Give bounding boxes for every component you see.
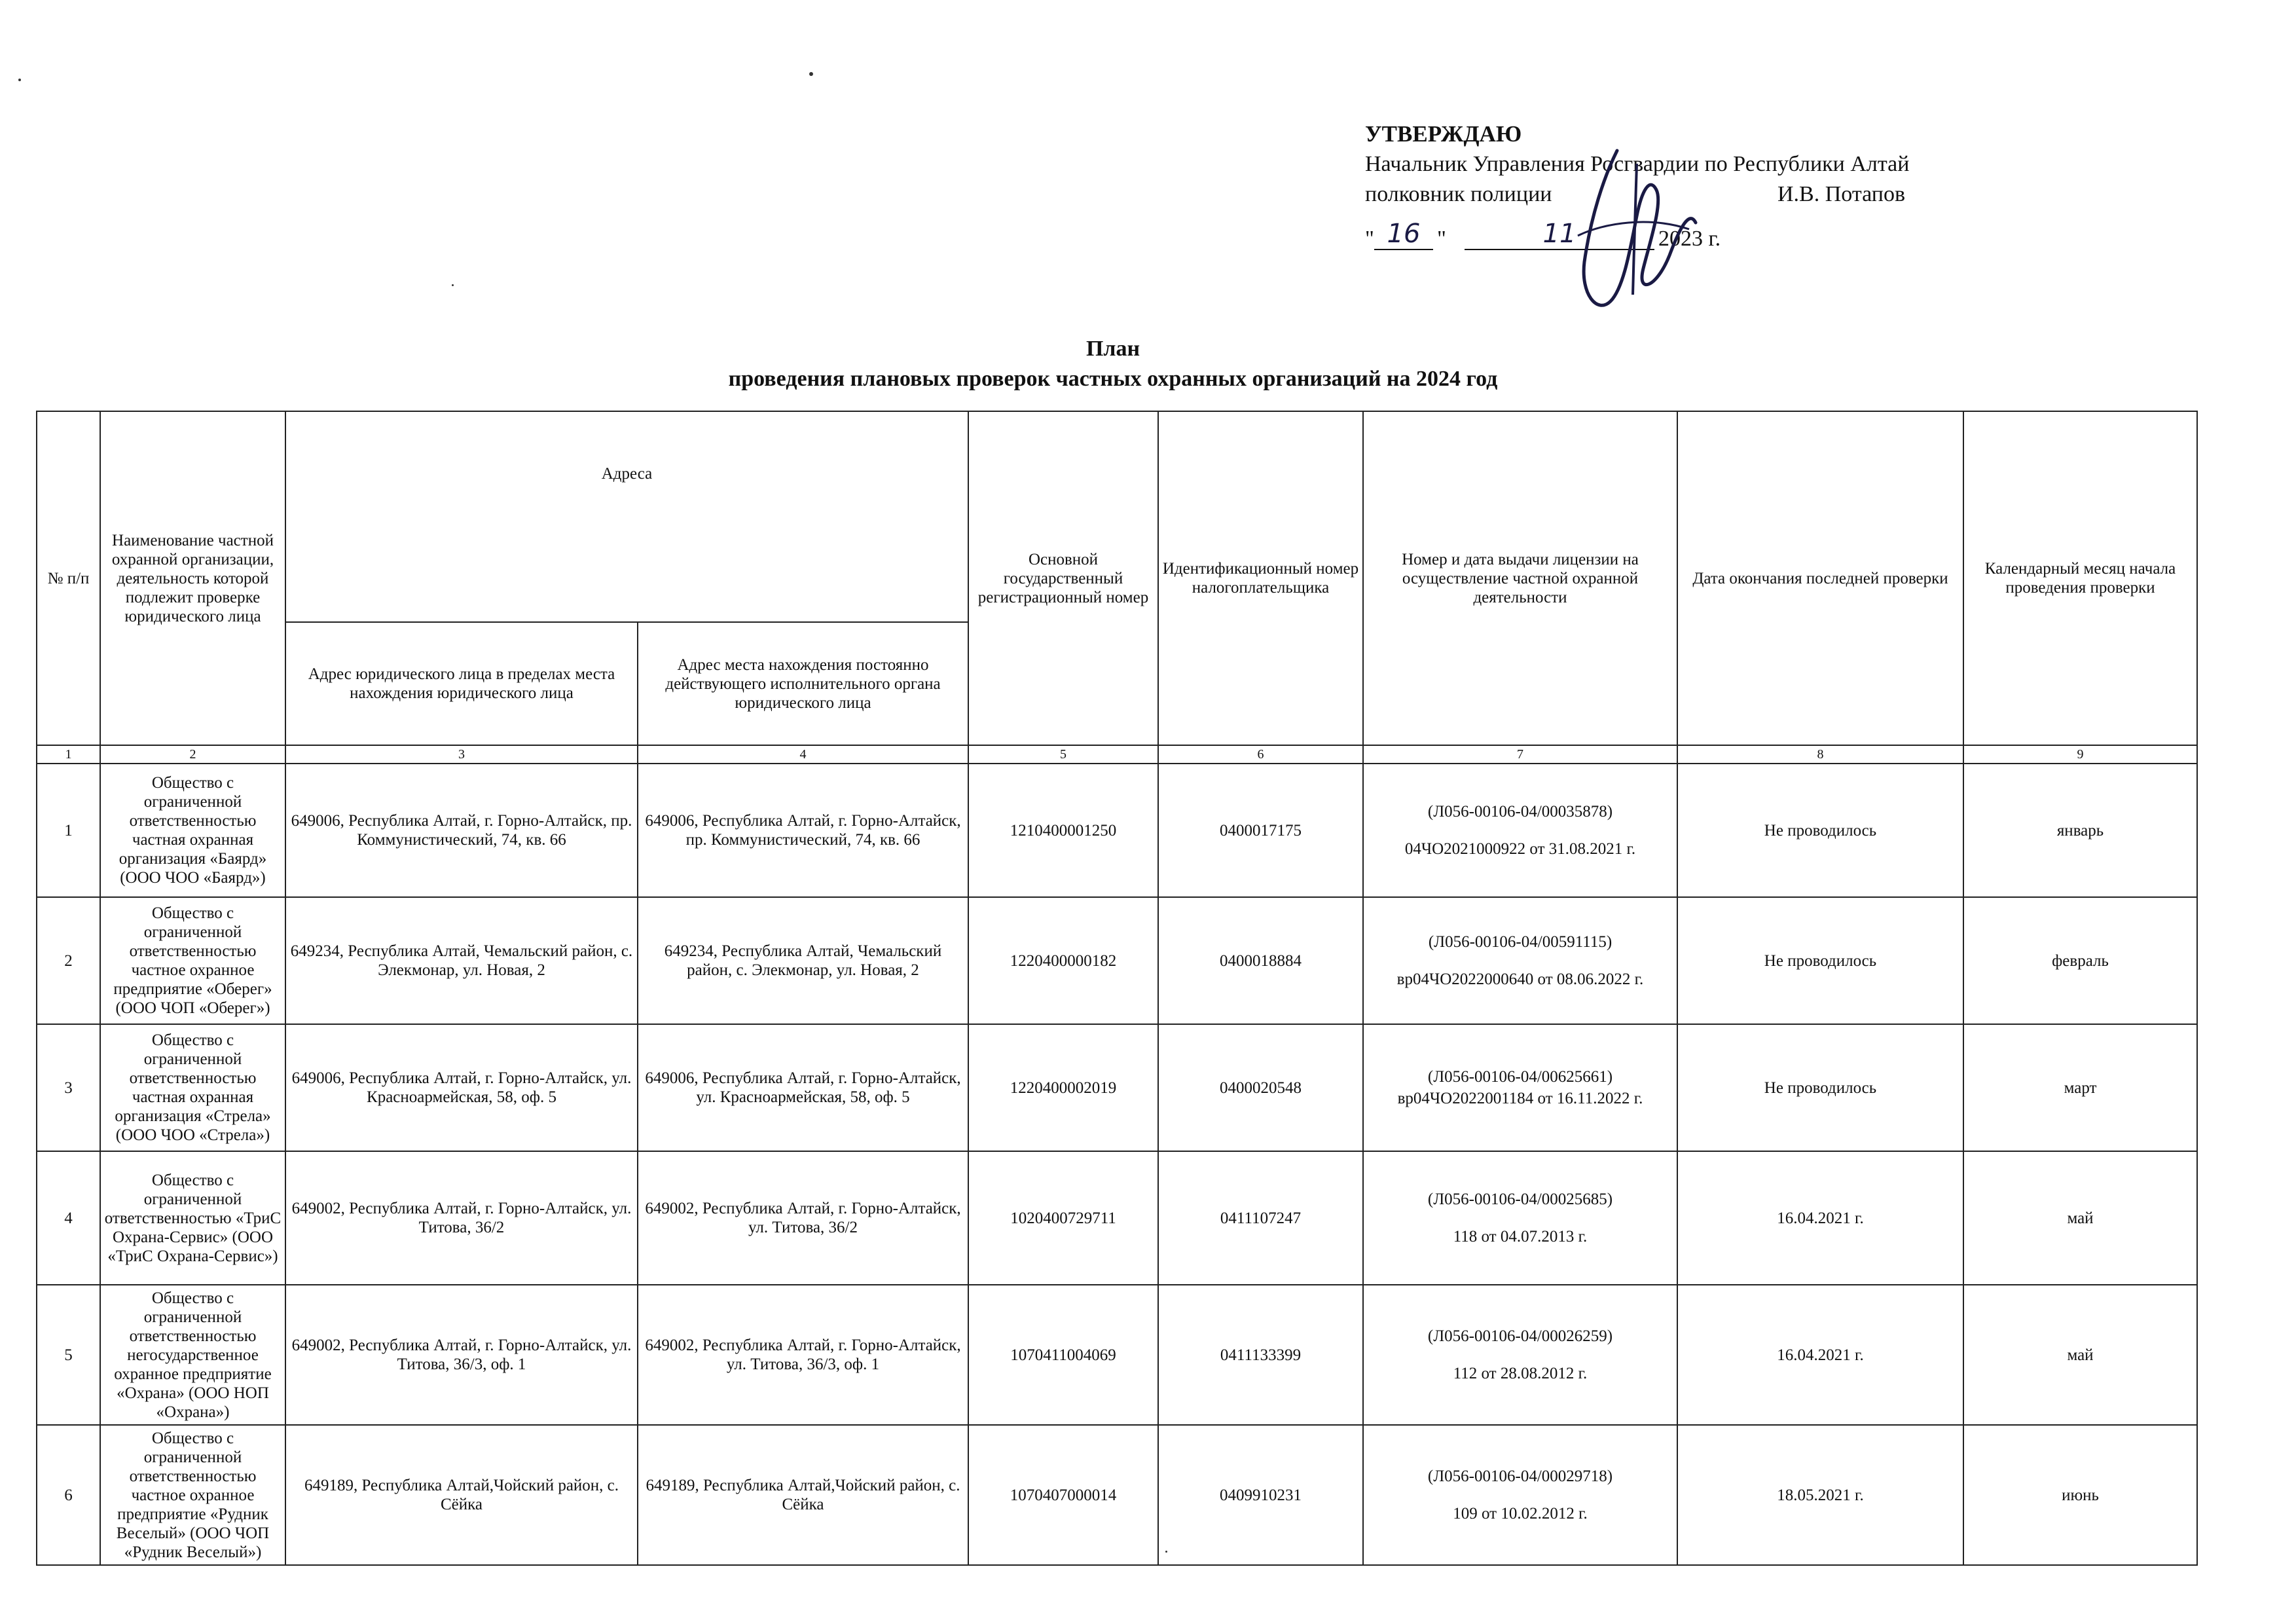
table-row xyxy=(37,1151,2197,1285)
date-close-quote: " xyxy=(1437,227,1446,251)
cell-last-check: Не проводилось xyxy=(1677,1024,1963,1151)
license-date: 112 от 28.08.2012 г. xyxy=(1453,1365,1588,1382)
column-number: 7 xyxy=(1363,745,1677,764)
cell-ogrn: 1210400001250 xyxy=(968,764,1158,897)
license-date: 109 от 10.02.2012 г. xyxy=(1453,1505,1588,1522)
col-header-ogrn: Основной государственный регистрационный номер xyxy=(968,411,1158,745)
cell-inn: 0411133399 xyxy=(1158,1285,1363,1425)
approval-signer: И.В. Потапов xyxy=(1777,182,1906,206)
cell-address-legal: 649234, Республика Алтай, Чемальский район, с. Элекмонар, ул. Новая, 2 xyxy=(285,897,638,1024)
cell-name: Общество с ограниченной ответственностью частная охранная организация «Стрела» (ООО ЧОО «Стрела») xyxy=(100,1024,285,1151)
cell-month: июнь xyxy=(1963,1425,2197,1565)
cell-address-exec: 649006, Республика Алтай, г. Горно-Алтайск, ул. Красноармейская, 58, оф. 5 xyxy=(638,1024,968,1151)
cell-ogrn: 1020400729711 xyxy=(968,1151,1158,1285)
document-subtitle: проведения плановых проверок частных охранных организаций на 2024 год xyxy=(728,367,1498,391)
license-date: 04ЧО2021000922 от 31.08.2021 г. xyxy=(1404,840,1636,858)
col-header-num: № п/п xyxy=(37,411,100,745)
license-number: (Л056-00106-04/00035878) xyxy=(1427,803,1613,821)
cell-last-check: 16.04.2021 г. xyxy=(1677,1285,1963,1425)
cell-license xyxy=(1363,1024,1677,1151)
approval-position: Начальник Управления Росгвардии по Республики Алтай xyxy=(1365,152,1910,176)
scan-speck xyxy=(452,284,454,286)
cell-license xyxy=(1363,1151,1677,1285)
cell-address-exec: 649002, Республика Алтай, г. Горно-Алтайск, ул. Титова, 36/2 xyxy=(638,1151,968,1285)
column-number: 9 xyxy=(1963,745,2197,764)
cell-month: март xyxy=(1963,1024,2197,1151)
cell-last-check: Не проводилось xyxy=(1677,764,1963,897)
document-title: План xyxy=(1085,337,1140,361)
cell-license xyxy=(1363,1425,1677,1565)
cell-inn: 0400017175 xyxy=(1158,764,1363,897)
cell-address-exec: 649189, Республика Алтай,Чойский район, с. Сёйка xyxy=(638,1425,968,1565)
cell-inn: 0400018884 xyxy=(1158,897,1363,1024)
column-number: 5 xyxy=(968,745,1158,764)
signature-image xyxy=(1539,138,1709,321)
cell-address-legal: 649006, Республика Алтай, г. Горно-Алтайск, ул. Красноармейская, 58, оф. 5 xyxy=(285,1024,638,1151)
column-number-row xyxy=(37,745,2197,764)
cell-num: 2 xyxy=(37,897,100,1024)
license-number: (Л056-00106-04/00026259) xyxy=(1427,1327,1613,1345)
license-date: вр04ЧО2022001184 от 16.11.2022 г. xyxy=(1397,1090,1643,1107)
inspection-plan-table xyxy=(36,411,2198,1566)
cell-address-legal: 649189, Республика Алтай,Чойский район, с. Сёйка xyxy=(285,1425,638,1565)
cell-ogrn: 1070411004069 xyxy=(968,1285,1158,1425)
cell-month: январь xyxy=(1963,764,2197,897)
cell-license xyxy=(1363,897,1677,1024)
cell-ogrn: 1070407000014 xyxy=(968,1425,1158,1565)
date-day: 16 xyxy=(1374,219,1433,250)
column-number: 4 xyxy=(638,745,968,764)
cell-address-legal: 649006, Республика Алтай, г. Горно-Алтайск, пр. Коммунистический, 74, кв. 66 xyxy=(285,764,638,897)
cell-num: 1 xyxy=(37,764,100,897)
cell-last-check: Не проводилось xyxy=(1677,897,1963,1024)
cell-address-legal: 649002, Республика Алтай, г. Горно-Алтайск, ул. Титова, 36/2 xyxy=(285,1151,638,1285)
col-header-license: Номер и дата выдачи лицензии на осуществление частной охранной деятельности xyxy=(1363,411,1677,745)
cell-ogrn: 1220400000182 xyxy=(968,897,1158,1024)
cell-month: май xyxy=(1963,1285,2197,1425)
cell-num: 5 xyxy=(37,1285,100,1425)
cell-inn: 0400020548 xyxy=(1158,1024,1363,1151)
scan-speck xyxy=(18,79,21,81)
table-row xyxy=(37,897,2197,1024)
column-number: 3 xyxy=(285,745,638,764)
cell-address-exec: 649234, Республика Алтай, Чемальский район, с. Элекмонар, ул. Новая, 2 xyxy=(638,897,968,1024)
scan-speck xyxy=(809,72,813,76)
col-header-address-legal: Адрес юридического лица в пределах места нахождения юридического лица xyxy=(285,622,638,745)
cell-license xyxy=(1363,764,1677,897)
date-month: 11 xyxy=(1465,219,1654,250)
license-number: (Л056-00106-04/00625661) xyxy=(1427,1068,1613,1086)
table-row xyxy=(37,1425,2197,1565)
cell-name: Общество с ограниченной ответственностью «ТриС Охрана-Сервис» (ООО «ТриС Охрана-Сервис») xyxy=(100,1151,285,1285)
cell-name: Общество с ограниченной ответственностью частное охранное предприятие «Рудник Веселый» (ООО ЧОП «Рудник Веселый») xyxy=(100,1425,285,1565)
col-header-address-exec: Адрес места нахождения постоянно действующего исполнительного органа юридического лица xyxy=(638,622,968,745)
cell-address-legal: 649002, Республика Алтай, г. Горно-Алтайск, ул. Титова, 36/3, оф. 1 xyxy=(285,1285,638,1425)
date-year: 2023 г. xyxy=(1658,227,1721,251)
col-header-last-check: Дата окончания последней проверки xyxy=(1677,411,1963,745)
approval-rank: полковник полиции xyxy=(1365,182,1552,206)
table-row xyxy=(37,764,2197,897)
cell-num: 4 xyxy=(37,1151,100,1285)
cell-num: 6 xyxy=(37,1425,100,1565)
cell-name: Общество с ограниченной ответственностью негосударственное охранное предприятие «Охрана» (ООО НОП «Охрана») xyxy=(100,1285,285,1425)
col-header-name: Наименование частной охранной организации, деятельность которой подлежит проверке юридического лица xyxy=(100,411,285,745)
date-open-quote: " xyxy=(1365,227,1374,251)
cell-month: май xyxy=(1963,1151,2197,1285)
cell-license xyxy=(1363,1285,1677,1425)
approval-title: УТВЕРЖДАЮ xyxy=(1365,121,1522,147)
table-row xyxy=(37,1285,2197,1425)
license-date: 118 от 04.07.2013 г. xyxy=(1453,1228,1588,1246)
license-number: (Л056-00106-04/00029718) xyxy=(1427,1467,1613,1485)
column-number: 8 xyxy=(1677,745,1963,764)
license-number: (Л056-00106-04/00025685) xyxy=(1427,1190,1613,1208)
license-date: вр04ЧО2022000640 от 08.06.2022 г. xyxy=(1396,970,1644,988)
cell-address-exec: 649002, Республика Алтай, г. Горно-Алтайск, ул. Титова, 36/3, оф. 1 xyxy=(638,1285,968,1425)
table-header-row xyxy=(37,411,2197,622)
cell-name: Общество с ограниченной ответственностью частное охранное предприятие «Оберег» (ООО ЧОП «Оберег») xyxy=(100,897,285,1024)
cell-month: февраль xyxy=(1963,897,2197,1024)
cell-ogrn: 1220400002019 xyxy=(968,1024,1158,1151)
col-header-month: Календарный месяц начала проведения проверки xyxy=(1963,411,2197,745)
cell-last-check: 16.04.2021 г. xyxy=(1677,1151,1963,1285)
col-header-addresses: Адреса xyxy=(285,411,968,622)
table-row xyxy=(37,1024,2197,1151)
cell-inn: 0409910231 xyxy=(1158,1425,1363,1565)
cell-num: 3 xyxy=(37,1024,100,1151)
license-number: (Л056-00106-04/00591115) xyxy=(1428,933,1613,951)
col-header-inn: Идентификационный номер налогоплательщика xyxy=(1158,411,1363,745)
cell-name: Общество с ограниченной ответственностью частная охранная организация «Баярд» (ООО ЧОО «Баярд») xyxy=(100,764,285,897)
cell-address-exec: 649006, Республика Алтай, г. Горно-Алтайск, пр. Коммунистический, 74, кв. 66 xyxy=(638,764,968,897)
cell-last-check: 18.05.2021 г. xyxy=(1677,1425,1963,1565)
column-number: 1 xyxy=(37,745,100,764)
cell-inn: 0411107247 xyxy=(1158,1151,1363,1285)
column-number: 6 xyxy=(1158,745,1363,764)
column-number: 2 xyxy=(100,745,285,764)
